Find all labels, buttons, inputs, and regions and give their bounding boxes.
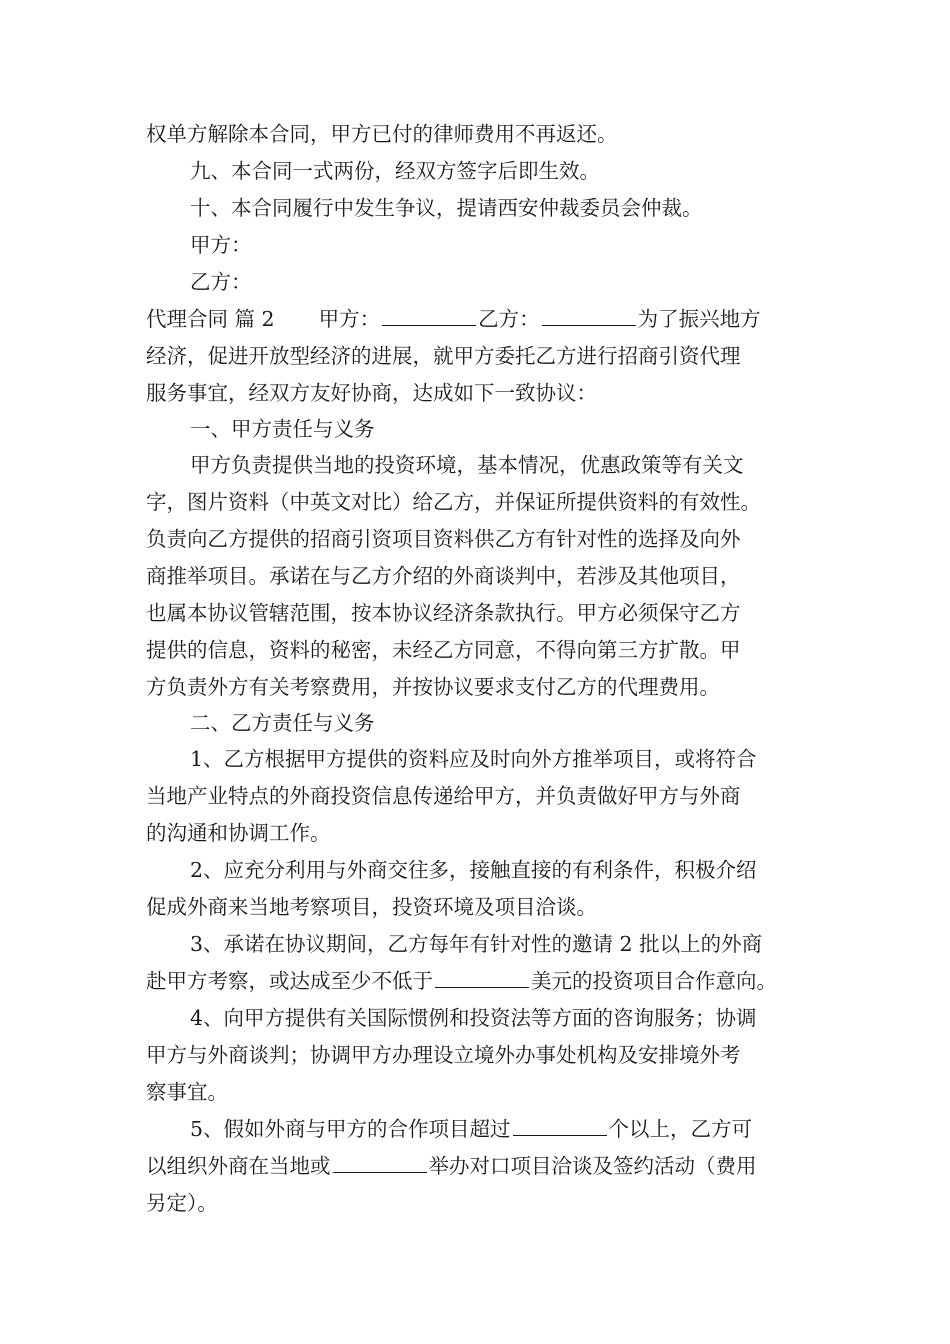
- item5-line: [146, 1148, 810, 1185]
- item3-line: 3、承诺在协议期间，乙方每年有针对性的邀请 2 批以上的外商: [190, 932, 763, 956]
- intro-tail: 为了振兴地方: [637, 307, 761, 331]
- party-b-label: 乙方：: [478, 307, 540, 331]
- text-line: 也属本协议管辖范围，按本协议经济条款执行。甲方必须保守乙方: [146, 601, 741, 625]
- section1-title: 一、甲方责任与义务: [190, 417, 375, 441]
- text-line: 负责向乙方提供的招商引资项目资料供乙方有针对性的选择及向外: [146, 527, 741, 551]
- party-a-label: 甲方：: [318, 307, 381, 331]
- location-blank: [333, 1150, 427, 1173]
- item2-line: 促成外商来当地考察项目，投资环境及项目洽谈。: [146, 895, 597, 919]
- party-a-blank: [382, 303, 476, 326]
- clause-ten: 十、本合同履行中发生争议，提请西安仲裁委员会仲裁。: [190, 196, 703, 220]
- party-a-signature-label: 甲方：: [190, 233, 252, 257]
- party-b-signature-label: 乙方：: [190, 270, 252, 294]
- text-line: 商推举项目。承诺在与乙方介绍的外商谈判中，若涉及其他项目，: [146, 564, 741, 588]
- item5-text-d: 举办对口项目洽谈及签约活动（费用: [428, 1154, 757, 1178]
- document-body: [146, 116, 810, 1222]
- part2-intro-line: [146, 301, 810, 338]
- investment-amount-blank: [435, 965, 529, 988]
- item1-line: 1、乙方根据甲方提供的资料应及时向外方推举项目，或将符合: [190, 747, 757, 771]
- item1-line: 的沟通和协调工作。: [146, 821, 331, 845]
- item3-text-b: 美元的投资项目合作意向。: [531, 969, 777, 993]
- item5-text-c: 以组织外商在当地或: [146, 1154, 331, 1178]
- text-line: 字，图片资料（中英文对比）给乙方，并保证所提供资料的有效性。: [146, 490, 761, 514]
- text-line: 方负责外方有关考察费用，并按协议要求支付乙方的代理费用。: [146, 675, 720, 699]
- item2-line: 2、应充分利用与外商交往多，接触直接的有利条件，积极介绍: [190, 858, 757, 882]
- text-line: 提供的信息，资料的秘密，未经乙方同意，不得向第三方扩散。甲: [146, 638, 741, 662]
- text-line: 服务事宜，经双方友好协商，达成如下一致协议：: [146, 381, 597, 405]
- item3-line: [146, 963, 810, 1000]
- item4-line: 甲方与外商谈判；协调甲方办理设立境外办事处机构及安排境外考: [146, 1043, 741, 1067]
- item5-line: 另定）。: [146, 1191, 218, 1215]
- party-b-blank: [542, 303, 636, 326]
- item4-line: 4、向甲方提供有关国际惯例和投资法等方面的咨询服务；协调: [190, 1006, 757, 1030]
- item5-text-a: 5、假如外商与甲方的合作项目超过: [190, 1117, 511, 1141]
- section2-title: 二、乙方责任与义务: [190, 711, 375, 735]
- item1-line: 当地产业特点的外商投资信息传递给甲方，并负责做好甲方与外商: [146, 784, 741, 808]
- text-line: 权单方解除本合同，甲方已付的律师费用不再返还。: [146, 122, 618, 146]
- text-line: 经济，促进开放型经济的进展，就甲方委托乙方进行招商引资代理: [146, 344, 741, 368]
- clause-nine: 九、本合同一式两份，经双方签字后即生效。: [190, 159, 600, 183]
- item5-text-b: 个以上，乙方可: [608, 1117, 753, 1141]
- item5-line: [146, 1111, 810, 1148]
- part2-heading: 代理合同 篇 2: [146, 307, 275, 331]
- item4-line: 察事宜。: [146, 1080, 228, 1104]
- text-line: 甲方负责提供当地的投资环境，基本情况，优惠政策等有关文: [190, 453, 744, 477]
- item3-text-a: 赴甲方考察，或达成至少不低于: [146, 969, 433, 993]
- project-count-blank: [513, 1113, 607, 1136]
